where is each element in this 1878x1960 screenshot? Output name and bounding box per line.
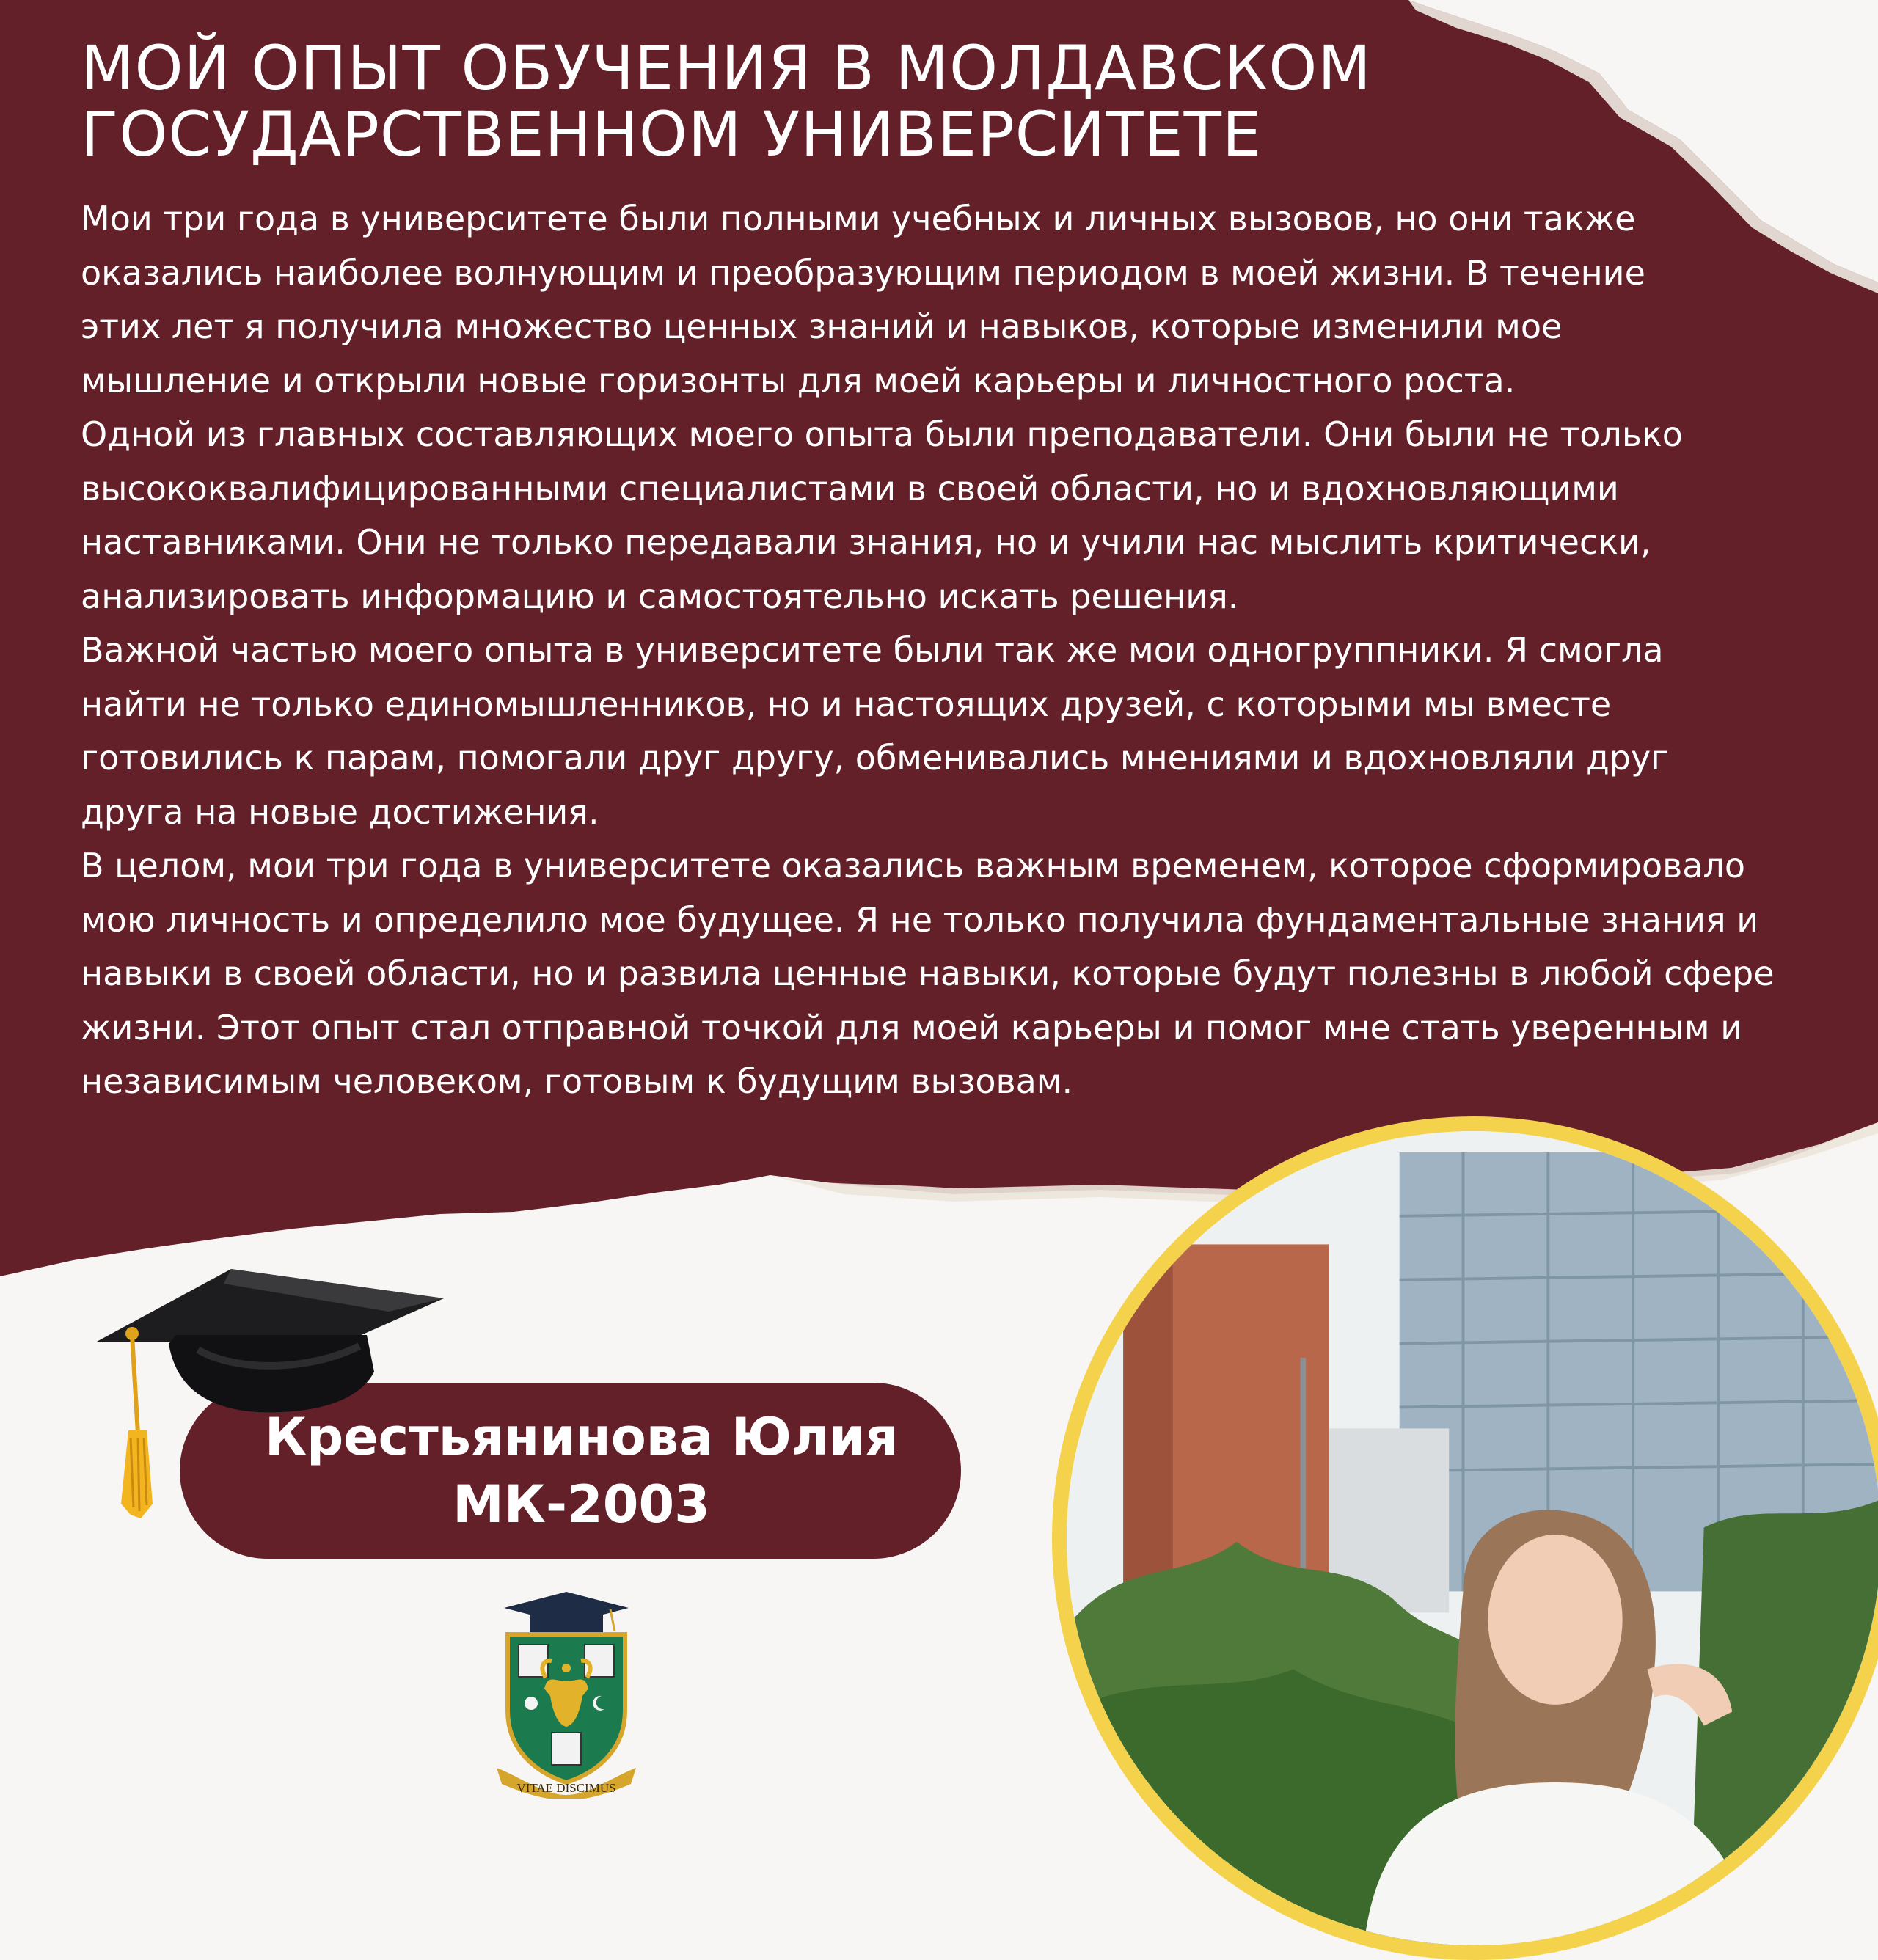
- paragraph-2: Одной из главных составляющих моего опыта были преподаватели. Они были не только высококвалифицированными специалистами в своей области, но и вдохновляющими наставниками. Они не только передавали знания, но и учили нас мыслить критически, анализировать информацию и самостоятельно искать решения.: [81, 414, 1683, 616]
- student-group: МК-2003: [453, 1474, 710, 1535]
- title-line-2: ГОСУДАРСТВЕННОМ УНИВЕРСИТЕТЕ: [81, 98, 1263, 170]
- title-line-1: МОЙ ОПЫТ ОБУЧЕНИЯ В МОЛДАВСКОМ: [81, 32, 1372, 104]
- paragraph-3: Важной частью моего опыта в университете были так же мои одногруппники. Я смогла найти не только единомышленников, но и настоящих друзей, с которыми мы вместе готовились к парам, помогали друг другу, обменивались мнениями и вдохновляли друг друга на новые достижения.: [81, 630, 1669, 832]
- paragraph-1: Мои три года в университете были полными учебных и личных вызовов, но они также оказались наиболее волнующим и преобразующим периодом в моей жизни. В течение этих лет я получила множество ценных знаний и навыков, которые изменили мое мышление и открыли новые горизонты для моей карьеры и личностного роста.: [81, 199, 1645, 401]
- student-name: Крестьянинова Юлия: [264, 1407, 899, 1467]
- story-text: [81, 192, 1841, 1109]
- graduation-cap-icon: [88, 1262, 455, 1533]
- university-crest-icon: [493, 1586, 640, 1799]
- paragraph-4: В целом, мои три года в университете оказались важным временем, которое сформировало мою личность и определило мое будущее. Я не только получила фундаментальные знания и навыки в своей области, но и развила ценные навыки, которые будут полезны в любой сфере жизни. Этот опыт стал отправной точкой для моей карьеры и помог мне стать уверенным и независимым человеком, готовым к будущим вызовам.: [81, 846, 1775, 1101]
- crest-motto: VITAE DISCIMUS: [516, 1781, 616, 1795]
- page-title: [81, 32, 1475, 170]
- photo-illustration: [1067, 1131, 1878, 1945]
- student-photo: [1052, 1116, 1878, 1960]
